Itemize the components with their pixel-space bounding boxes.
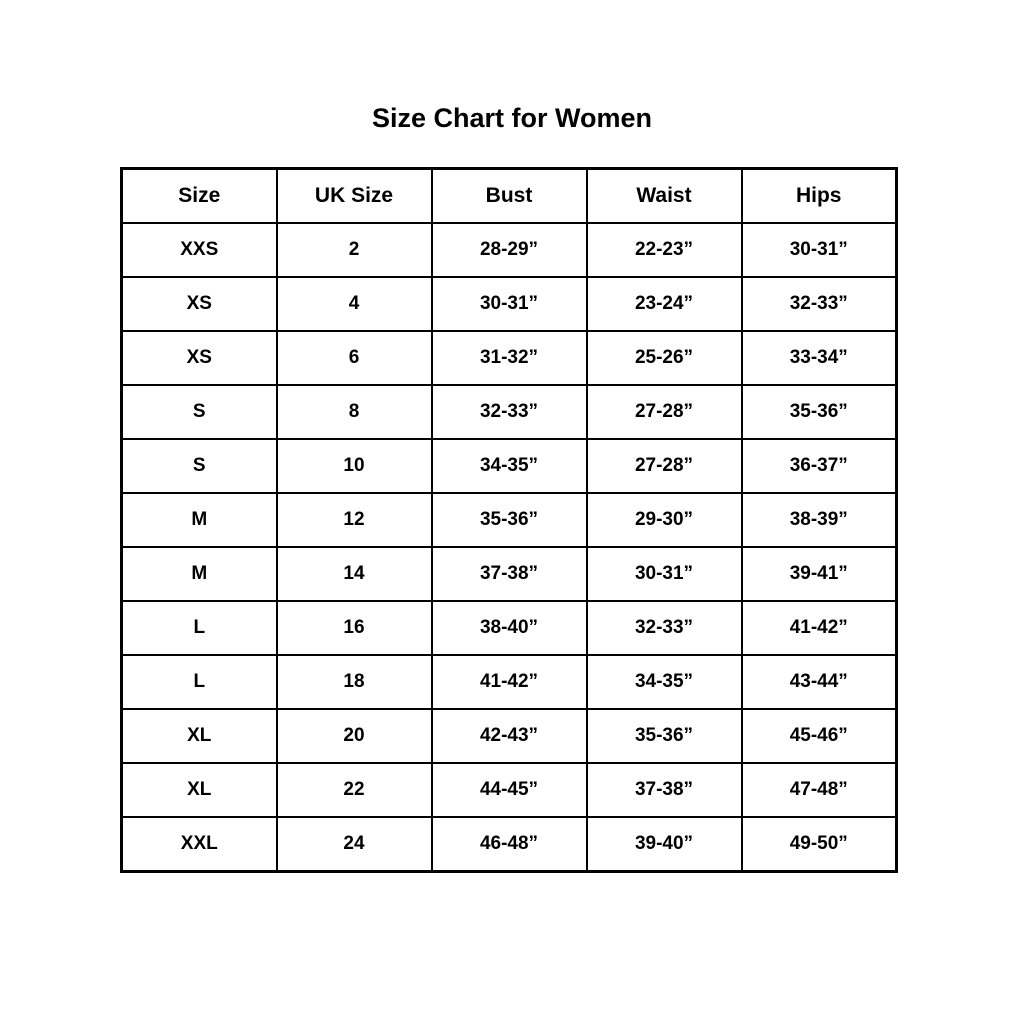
table-cell: 35-36” [587, 709, 742, 763]
table-cell: 25-26” [587, 331, 742, 385]
table-cell: 12 [277, 493, 432, 547]
table-cell: 41-42” [432, 655, 587, 709]
table-cell: 45-46” [742, 709, 897, 763]
column-header: Bust [432, 169, 587, 224]
table-cell: 4 [277, 277, 432, 331]
table-cell: 6 [277, 331, 432, 385]
table-row [122, 223, 897, 277]
table-cell: XXS [122, 223, 277, 277]
table-cell: 36-37” [742, 439, 897, 493]
table-cell: S [122, 385, 277, 439]
table-row [122, 277, 897, 331]
table-cell: 16 [277, 601, 432, 655]
table-cell: 33-34” [742, 331, 897, 385]
table-cell: 39-40” [587, 817, 742, 872]
table-cell: 35-36” [742, 385, 897, 439]
table-cell: 14 [277, 547, 432, 601]
table-cell: XS [122, 331, 277, 385]
table-row [122, 331, 897, 385]
table-row [122, 601, 897, 655]
table-cell: XS [122, 277, 277, 331]
table-cell: M [122, 493, 277, 547]
table-row [122, 817, 897, 872]
table-cell: XL [122, 709, 277, 763]
table-cell: 39-41” [742, 547, 897, 601]
table-cell: 47-48” [742, 763, 897, 817]
column-header: Waist [587, 169, 742, 224]
table-cell: 42-43” [432, 709, 587, 763]
table-cell: 44-45” [432, 763, 587, 817]
table-cell: 32-33” [432, 385, 587, 439]
table-row [122, 385, 897, 439]
header-row [122, 169, 897, 224]
table-cell: 31-32” [432, 331, 587, 385]
table-cell: 35-36” [432, 493, 587, 547]
table-cell: 32-33” [742, 277, 897, 331]
column-header: Hips [742, 169, 897, 224]
table-cell: 41-42” [742, 601, 897, 655]
table-cell: 29-30” [587, 493, 742, 547]
size-chart-table [120, 167, 898, 873]
table-cell: 27-28” [587, 439, 742, 493]
table-cell: L [122, 601, 277, 655]
table-row [122, 763, 897, 817]
table-cell: 20 [277, 709, 432, 763]
column-header: UK Size [277, 169, 432, 224]
table-cell: 37-38” [587, 763, 742, 817]
table-cell: 49-50” [742, 817, 897, 872]
table-cell: 22-23” [587, 223, 742, 277]
table-cell: 34-35” [587, 655, 742, 709]
table-cell: 24 [277, 817, 432, 872]
table-cell: XXL [122, 817, 277, 872]
table-row [122, 547, 897, 601]
table-row [122, 655, 897, 709]
table-cell: 22 [277, 763, 432, 817]
table-cell: 30-31” [742, 223, 897, 277]
table-row [122, 709, 897, 763]
table-cell: 46-48” [432, 817, 587, 872]
table-cell: 37-38” [432, 547, 587, 601]
table-cell: XL [122, 763, 277, 817]
table-cell: 38-40” [432, 601, 587, 655]
table-cell: 30-31” [587, 547, 742, 601]
table-cell: 38-39” [742, 493, 897, 547]
table-cell: 43-44” [742, 655, 897, 709]
table-cell: 27-28” [587, 385, 742, 439]
table-body [122, 223, 897, 872]
table-cell: 34-35” [432, 439, 587, 493]
table-cell: M [122, 547, 277, 601]
table-cell: 23-24” [587, 277, 742, 331]
table-cell: 18 [277, 655, 432, 709]
table-cell: 32-33” [587, 601, 742, 655]
table-row [122, 439, 897, 493]
table-cell: 2 [277, 223, 432, 277]
table-cell: 30-31” [432, 277, 587, 331]
table-cell: S [122, 439, 277, 493]
table-header [122, 169, 897, 224]
page-title: Size Chart for Women [371, 103, 653, 133]
table-cell: L [122, 655, 277, 709]
table-cell: 10 [277, 439, 432, 493]
table-cell: 28-29” [432, 223, 587, 277]
table-cell: 8 [277, 385, 432, 439]
table-row [122, 493, 897, 547]
column-header: Size [122, 169, 277, 224]
